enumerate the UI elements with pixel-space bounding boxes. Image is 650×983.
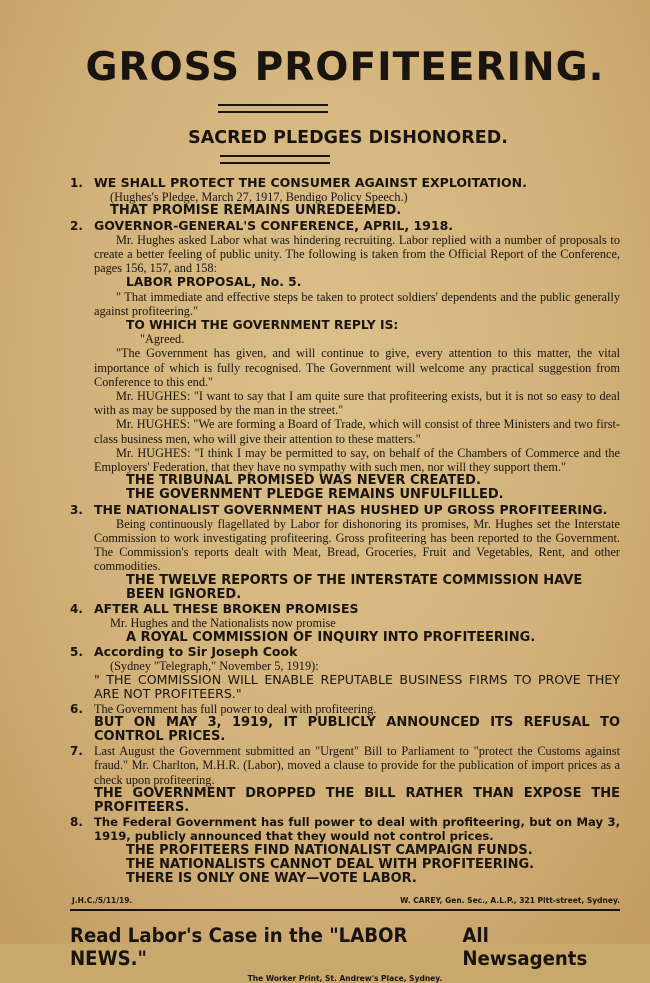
pledge-item-6: [70, 702, 620, 745]
labor-proposal-heading: LABOR PROPOSAL, No. 5.: [126, 275, 302, 290]
item-conclusion: THE TRIBUNAL PROMISED WAS NEVER CREATED.: [126, 473, 481, 489]
footer-left-text: Read Labor's Case in the "LABOR NEWS.": [70, 924, 408, 971]
item-conclusion: THE TWELVE REPORTS OF THE INTERSTATE COMMISSION HAVE BEEN IGNORED.: [126, 572, 583, 602]
item-citation: (Sydney "Telegraph," November 5, 1919):: [110, 658, 319, 673]
item-number: 4.: [70, 602, 83, 617]
item-conclusion: THE PROFITEERS FIND NATIONALIST CAMPAIGN FUNDS.: [126, 842, 533, 858]
item-conclusion: THE GOVERNMENT DROPPED THE BILL RATHER THAN EXPOSE THE PROFITEERS.: [94, 785, 620, 815]
item-paragraph: Being continuously flagellated by Labor for dishonoring its promises, Mr. Hughes set the Interstate Commission to work investigating profiteering. Gross profiteering has been reported to the Government. The Commission's reports dealt with Meat, Bread, Groceries, Fruit and Vegetables, Rent, and other commodities.: [94, 516, 620, 574]
printer-imprint: The Worker Print, St. Andrew's Place, Sydney.: [247, 974, 443, 983]
item-heading: WE SHALL PROTECT THE CONSUMER AGAINST EXPLOITATION.: [94, 175, 527, 190]
footer-rule: [70, 909, 620, 911]
item-paragraph: Mr. Hughes asked Labor what was hindering recruiting. Labor replied with a number of proposals to create a better feeling of public unity. The following is taken from the Official Report of the Conference, pages 156, 157, and 158:: [94, 232, 620, 276]
item-conclusion: THAT PROMISE REMAINS UNREDEEMED.: [110, 203, 402, 219]
item-conclusion: THE GOVERNMENT PLEDGE REMAINS UNFULFILLED.: [126, 487, 504, 503]
item-number: 2.: [70, 218, 83, 233]
reply-agreed: "Agreed.: [140, 332, 185, 347]
pledge-item-7: [70, 744, 620, 815]
item-conclusion: THE NATIONALISTS CANNOT DEAL WITH PROFITEERING.: [126, 856, 535, 872]
footer-right-text: All Newsagents: [462, 924, 588, 971]
item-heading: According to Sir Joseph Cook: [94, 643, 298, 659]
item-conclusion: BUT ON MAY 3, 1919, IT PUBLICLY ANNOUNCED ITS REFUSAL TO CONTROL PRICES.: [94, 714, 620, 744]
item-heading: GOVERNOR-GENERAL'S CONFERENCE, APRIL, 1918.: [94, 217, 454, 233]
item-heading: The Federal Government has full power to deal with profiteering, but on May 3, 1919, publicly announced that they would not control prices.: [94, 815, 620, 844]
pledge-item-2: [70, 219, 620, 503]
item-number: 3.: [70, 502, 83, 517]
proposal-quote: " That immediate and effective steps be taken to protect soldiers' dependents and the public generally against profiteering.": [94, 289, 620, 318]
government-reply-heading: TO WHICH THE GOVERNMENT REPLY IS:: [126, 318, 399, 333]
authorised-by: W. CAREY, Gen. Sec., A.L.P., 321 Pitt-street, Sydney.: [400, 896, 620, 906]
pledge-item-4: [70, 602, 620, 645]
item-heading: AFTER ALL THESE BROKEN PROMISES: [94, 601, 359, 617]
item-conclusion: " THE COMMISSION WILL ENABLE REPUTABLE BUSINESS FIRMS TO PROVE THEY ARE NOT PROFITEERS.": [94, 672, 620, 702]
signature-line: [70, 896, 620, 905]
page-title: GROSS PROFITEERING.: [85, 45, 605, 90]
document-code: J.H.C./5/11/19.: [72, 896, 133, 906]
pledge-item-5: [70, 645, 620, 702]
item-line: Mr. Hughes and the Nationalists now promise: [110, 616, 336, 631]
item-conclusion: THERE IS ONLY ONE WAY—VOTE LABOR.: [126, 870, 417, 886]
item-number: 1.: [70, 176, 83, 190]
item-number: 8.: [70, 815, 83, 830]
hughes-statement-2: Mr. HUGHES: "We are forming a Board of Trade, which will consist of three Ministers and two first-class business men, who will give their attention to these matters.": [94, 417, 620, 446]
item-heading: THE NATIONALIST GOVERNMENT HAS HUSHED UP GROSS PROFITEERING.: [94, 501, 608, 517]
item-conclusion: A ROYAL COMMISSION OF INQUIRY INTO PROFITEERING.: [126, 629, 536, 645]
subtitle: SACRED PLEDGES DISHONORED.: [188, 128, 508, 148]
item-number: 5.: [70, 644, 83, 659]
pledge-item-8: [70, 815, 620, 886]
item-citation: (Hughes's Pledge, March 27, 1917, Bendigo Policy Speech.): [110, 190, 408, 205]
item-paragraph: Last August the Government submitted an "Urgent" Bill to Parliament to "protect the Customs against fraud." Mr. Charlton, M.H.R. (Labor), moved a clause to provide for the publication of import prices as a check upon profiteering.: [94, 744, 620, 787]
pledge-item-1: [70, 176, 620, 219]
title-rule: [218, 104, 328, 113]
item-number: 7.: [70, 744, 83, 759]
subtitle-rule: [220, 155, 330, 164]
hughes-statement-3: Mr. HUGHES: "I think I may be permitted to say, on behalf of the Chambers of Commerce and the Employers' Federation, that they have no sympathy with such men, nor will they support them.": [94, 445, 620, 475]
pledge-item-3: [70, 503, 620, 602]
item-number: 6.: [70, 701, 83, 716]
reply-paragraph: "The Government has given, and will continue to give, every attention to this matter, the vital importance of which is fully recognised. The Government will welcome any practical suggestion from Conference to this end.": [94, 346, 620, 389]
footer-banner: [70, 924, 609, 970]
pledge-list: [70, 176, 620, 886]
hughes-statement-1: Mr. HUGHES: "I want to say that I am quite sure that profiteering exists, but it is not so easy to deal with as may be supposed by the man in the street.": [94, 389, 620, 418]
item-heading: The Government has full power to deal with profiteering.: [94, 701, 377, 716]
